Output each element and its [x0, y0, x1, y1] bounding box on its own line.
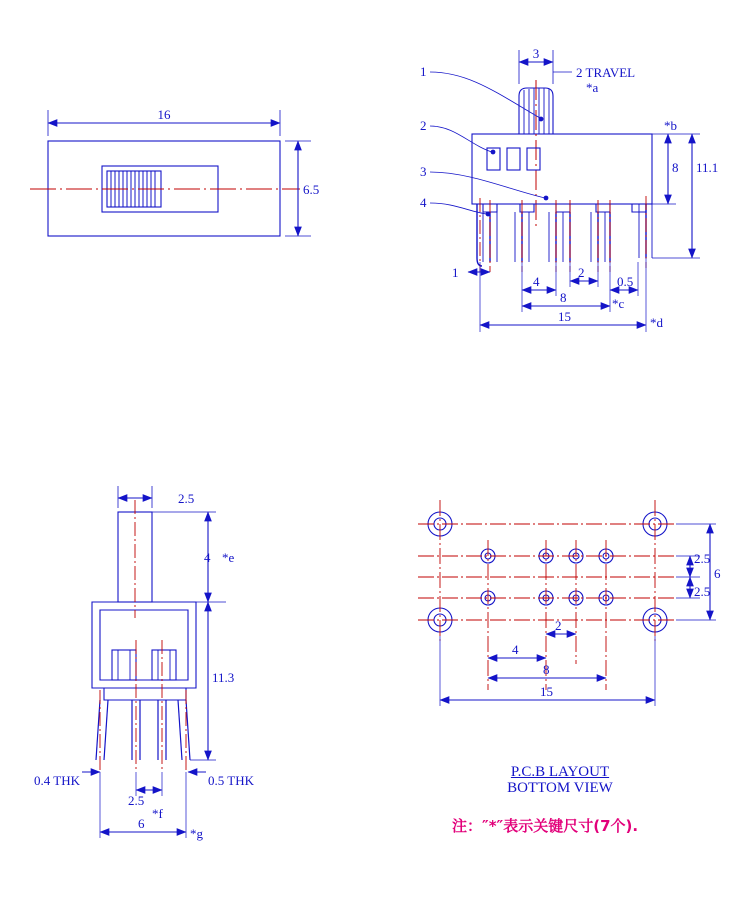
dim-lead-05: 0.5: [617, 274, 634, 289]
dim-pcb-row-pitch-top: 2.5: [694, 551, 711, 566]
label-thk-right: 0.5 THK: [208, 773, 254, 788]
key-dimension-note: 注：″*″表示关键尺寸(7个).: [452, 817, 639, 835]
dim-side-pitch: 2.5: [128, 793, 145, 808]
front-view-group: [420, 46, 718, 332]
pcb-caption: [485, 764, 635, 796]
pcb-caption-line2: BOTTOM VIEW: [507, 780, 613, 796]
dim-top-width: 16: [157, 107, 171, 122]
dim-body-height: 8: [672, 160, 679, 175]
dim-span-8: 8: [560, 290, 567, 305]
key-g: *g: [190, 826, 203, 841]
label-travel: 2 TRAVEL: [576, 65, 636, 80]
key-f: *f: [152, 806, 163, 821]
dim-span-15: 15: [558, 309, 571, 324]
dim-pcb-span-8: 8: [543, 662, 550, 677]
dim-total-height: 11.1: [696, 160, 719, 175]
dim-side-knob-width: 2.5: [178, 491, 195, 506]
pcb-layout-group: [418, 500, 721, 706]
key-c: *c: [612, 296, 625, 311]
dim-pitch-2: 2: [578, 265, 585, 280]
dim-side-total-height: 11.3: [212, 670, 235, 685]
key-b: *b: [664, 118, 677, 133]
top-view-group: [30, 107, 319, 236]
key-e: *e: [222, 550, 235, 565]
dim-pcb-pitch-4: 4: [512, 642, 519, 657]
dim-pcb-pitch-2: 2: [555, 618, 562, 633]
callout-4: 4: [420, 195, 427, 210]
pcb-caption-line1: P.C.B LAYOUT: [510, 764, 610, 780]
callout-1: 1: [420, 64, 427, 79]
dim-side-knob-height: 4: [204, 550, 211, 565]
dim-pcb-row-pitch-bottom: 2.5: [694, 584, 711, 599]
side-view-group: [34, 486, 255, 841]
key-a: *a: [586, 80, 599, 95]
dim-pcb-span-15: 15: [540, 684, 553, 699]
label-thk-left: 0.4 THK: [34, 773, 80, 788]
dim-pitch-4: 4: [533, 274, 540, 289]
dim-pcb-height: 6: [714, 566, 721, 581]
callout-2: 2: [420, 118, 427, 133]
dim-side-width: 6: [138, 816, 145, 831]
key-d: *d: [650, 315, 663, 330]
dim-lead-1: 1: [452, 265, 459, 280]
callout-3: 3: [420, 164, 427, 179]
dim-knob-width: 3: [532, 46, 540, 61]
dim-top-height: 6.5: [303, 182, 320, 197]
